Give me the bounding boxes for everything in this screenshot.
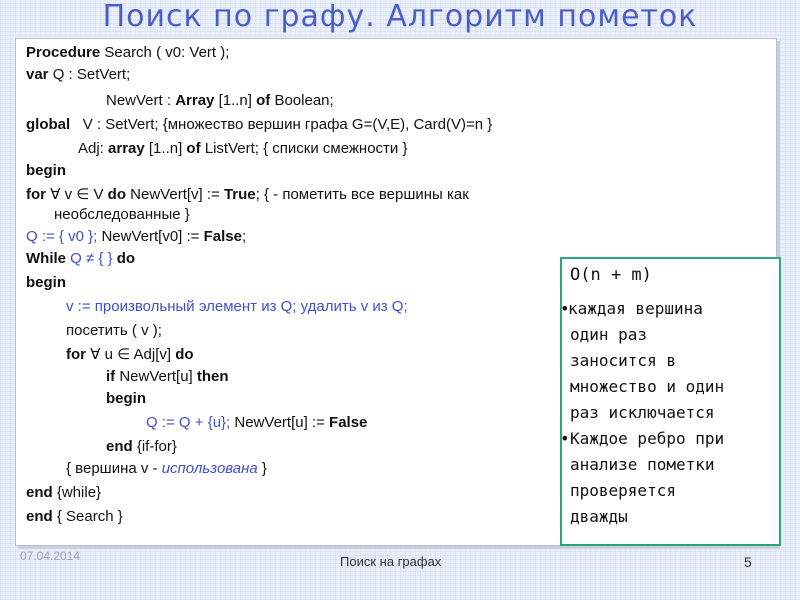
complexity-line: один раз bbox=[570, 325, 648, 344]
code-text: Q : SetVert; bbox=[52, 66, 131, 83]
keyword: Procedure bbox=[26, 44, 101, 61]
keyword: do bbox=[175, 346, 194, 363]
code-text: { вершина v - bbox=[66, 460, 162, 477]
keyword: array bbox=[108, 140, 145, 157]
code-text: Adj: bbox=[78, 140, 109, 157]
keyword: False bbox=[203, 228, 242, 245]
code-text: Q ≠ { } bbox=[66, 250, 113, 267]
code-line-5 bbox=[78, 139, 800, 159]
keyword: Array bbox=[175, 92, 215, 109]
code-text: Q := Q + {u}; bbox=[146, 414, 231, 431]
complexity-heading: O(n + m) bbox=[570, 265, 652, 285]
keyword: do bbox=[112, 250, 136, 267]
keyword: of bbox=[186, 140, 201, 157]
slide-title: Поиск по графу. Алгоритм пометок bbox=[102, 0, 698, 34]
complexity-line: анализе пометки bbox=[570, 455, 715, 474]
keyword: begin bbox=[106, 390, 146, 407]
keyword: then bbox=[196, 368, 229, 385]
code-text: ; { - пометить все вершины как bbox=[255, 186, 469, 203]
code-text: ∀ u ∈ Adj[v] bbox=[86, 346, 176, 363]
bullet-mark: • bbox=[560, 429, 570, 448]
code-text: {while} bbox=[52, 484, 102, 501]
keyword: end bbox=[106, 438, 133, 455]
code-text: [1..n] bbox=[144, 140, 187, 157]
code-line-8 bbox=[54, 205, 800, 225]
code-text: ListVert; { списки смежности } bbox=[200, 140, 408, 157]
complexity-line: заносится в bbox=[570, 351, 676, 370]
complexity-line: дважды bbox=[570, 507, 628, 526]
keyword: var bbox=[26, 66, 49, 83]
code-text: { Search } bbox=[52, 508, 123, 525]
code-text: NewVert : bbox=[106, 92, 176, 109]
slide-date: 07.04.2014 bbox=[20, 549, 81, 563]
keyword: for bbox=[66, 346, 86, 363]
complexity-line: каждая вершина bbox=[568, 299, 703, 318]
code-text: Q := { v0 }; bbox=[26, 228, 98, 245]
code-text-italic: использована bbox=[161, 460, 258, 477]
keyword: end bbox=[26, 484, 53, 501]
code-text: {if-for} bbox=[132, 438, 177, 455]
code-text: NewVert[v0] := bbox=[97, 228, 204, 245]
keyword: do bbox=[107, 186, 126, 203]
code-text: [1..n] bbox=[214, 92, 257, 109]
code-text: V : SetVert; {множество вершин графа G=(V,E), Card(V)=n } bbox=[82, 116, 493, 133]
keyword: While bbox=[26, 250, 66, 267]
code-text: NewVert[u] bbox=[115, 368, 197, 385]
complexity-line: проверяется bbox=[570, 481, 676, 500]
code-line-2 bbox=[26, 65, 786, 85]
keyword: end bbox=[26, 508, 53, 525]
keyword: for bbox=[26, 186, 46, 203]
keyword: global bbox=[26, 116, 71, 133]
code-line-7 bbox=[26, 185, 786, 205]
code-text: ∀ v ∈ V bbox=[46, 186, 108, 203]
code-text: Search ( v0: Vert ); bbox=[104, 44, 230, 61]
complexity-note bbox=[560, 257, 781, 546]
keyword: of bbox=[256, 92, 271, 109]
complexity-line: раз исключается bbox=[570, 403, 715, 422]
keyword: False bbox=[329, 414, 368, 431]
keyword: if bbox=[106, 368, 116, 385]
slide-footer: Поиск на графах bbox=[340, 554, 442, 569]
complexity-line: Каждое ребро при bbox=[570, 429, 725, 448]
code-line-1 bbox=[26, 43, 786, 63]
code-text: } bbox=[257, 460, 267, 477]
keyword: begin bbox=[26, 162, 66, 179]
page-number: 5 bbox=[744, 554, 752, 570]
code-line-3 bbox=[106, 91, 800, 111]
code-line-4 bbox=[26, 115, 786, 135]
bullet-mark: • bbox=[560, 299, 570, 318]
code-text: посетить ( v ); bbox=[66, 322, 162, 339]
code-text: NewVert[v] := bbox=[126, 186, 224, 203]
code-text: Boolean; bbox=[270, 92, 334, 109]
code-text: v := произвольный элемент из Q; удалить v из Q; bbox=[66, 298, 408, 315]
code-text: ; bbox=[241, 228, 247, 245]
complexity-line: множество и один bbox=[570, 377, 725, 396]
code-text: необследованные } bbox=[54, 206, 190, 223]
keyword: begin bbox=[26, 274, 66, 291]
code-line-6 bbox=[26, 161, 786, 181]
code-text: NewVert[u] := bbox=[230, 414, 330, 431]
keyword: True bbox=[223, 186, 256, 203]
code-line-9 bbox=[26, 227, 786, 247]
